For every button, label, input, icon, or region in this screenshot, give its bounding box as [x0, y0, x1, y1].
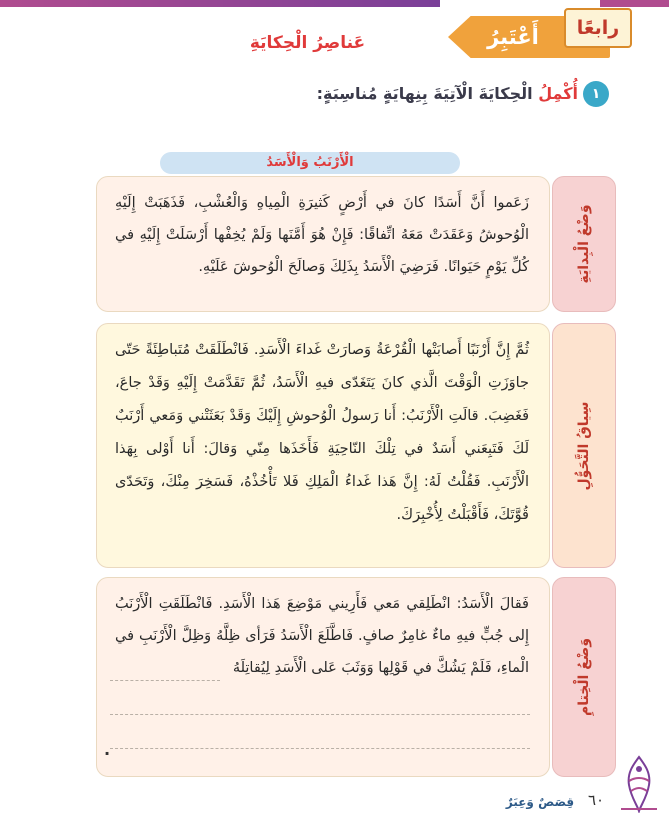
question-instruction: [316, 80, 578, 108]
label-beginning-text: وَضْعُ الْبِدايَةِ: [576, 204, 592, 284]
answer-end-dot: .: [104, 740, 111, 759]
story-panel-transition: [96, 323, 550, 568]
top-decor-bar-right: [600, 0, 669, 7]
label-transition: [552, 323, 616, 568]
answer-line[interactable]: [110, 714, 530, 715]
label-transition-text: سِياقُ التَّحَوُّلِ: [576, 401, 592, 490]
footer-book-title: قِصَصٌ وَعِبَرٌ: [505, 795, 575, 809]
instruction-rest: الْحِكايَةَ الْآتِيَةَ بِنِهايَةٍ مُناسِبَةٍ:: [316, 84, 539, 103]
label-beginning: [552, 176, 616, 312]
question-number-badge: ١: [583, 81, 609, 107]
top-decor-bar: [0, 0, 440, 7]
label-ending-text: وَضْعُ الْخِتامِ: [576, 637, 592, 717]
label-ending: [552, 577, 616, 777]
story-title: الْأَرْنَبُ وَالْأَسَدُ: [160, 152, 460, 174]
chapter-tab: رابعًا: [564, 8, 632, 48]
story-text-beginning: زَعَموا أَنَّ أَسَدًا كانَ في أَرْضٍ كَثيرَةِ الْمِياهِ وَالْعُشْبِ، فَذَهَبَتْ إِلَيْهِ الْوُحوشُ وَعَقَدَتْ مَعَهُ اتِّفاقًا: فَإِنْ هُوَ أَمَّنَها وَلَمْ يُخِفْها أَرْسَلَتْ إِلَيْهِ في كُلِّ يَوْمٍ حَيَوانًا. فَرَضِيَ الْأَسَدُ بِذَلِكَ وَصالَحَ الْوُحوشَ عَلَيْهِ.: [115, 195, 529, 275]
answer-line[interactable]: [110, 748, 530, 749]
story-text-transition: ثُمَّ إِنَّ أَرْنَبًا أَصابَتْها الْقُرْعَةُ وَصارَتْ غَداءَ الْأَسَدِ. فَانْطَلَقَتْ مُتَباطِئَةً حَتّى جاوَزَتِ الْوَقْتَ الَّذي كانَ يَتَغَدّى فيهِ الْأَسَدُ، ثُمَّ تَقَدَّمَتْ إِلَيْهِ وَقَدْ جاعَ، فَغَضِبَ. قالَتِ الْأَرْنَبُ: أَنا رَسولُ الْوُحوشِ إِلَيْكَ وَقَدْ بَعَثَتْني وَمَعي أَرْنَبٌ لَكَ فَتَبِعَني أَسَدٌ في تِلْكَ النّاحِيَةِ فَأَخَذَها مِنّي وَقالَ: أَنا أَوْلى بِهَذا الْأَرْنَبِ. فَقُلْتُ لَهُ: إِنَّ هَذا غَداءُ الْمَلِكِ فَلا تَأْخُذْهُ، فَسَخِرَ مِنْكَ، وَتَحَدّى قُوَّتَكَ، فَأَقْبَلْتُ لِأُخْبِرَكَ.: [115, 342, 529, 523]
section-title: عَناصِرُ الْحِكايَةِ: [249, 33, 366, 53]
story-panel-beginning: [96, 176, 550, 312]
story-text-ending: فَقالَ الْأَسَدُ: انْطَلِقي مَعي فَأَرِيني مَوْضِعَ هَذا الْأَسَدِ. فَانْطَلَقَتِ الْأَرْنَبُ إِلى جُبٍّ فيهِ ماءٌ غامِرٌ صافٍ. فَاطَّلَعَ الْأَسَدُ فَرَأى ظِلَّهُ وَظِلَّ الْأَرْنَبِ في الْماءِ، فَلَمْ يَشُكَّ في قَوْلِها وَوَثَبَ عَلى الْأَسَدِ لِيُقاتِلَهُ: [115, 596, 529, 676]
page-number: ٦٠: [587, 791, 605, 809]
story-panel-ending: [96, 577, 550, 777]
calligraphy-logo-icon: [615, 755, 663, 813]
answer-line[interactable]: [110, 680, 220, 681]
ribbon-label: أَعْتَبِرُ: [487, 25, 539, 49]
instruction-verb: أُكْمِلُ: [538, 84, 578, 103]
